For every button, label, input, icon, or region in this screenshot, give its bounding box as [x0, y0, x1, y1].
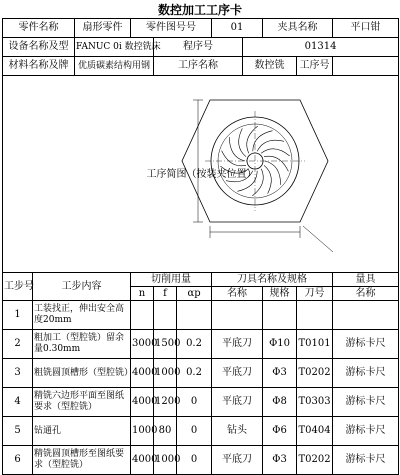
step-content: 精铣圆顶槽形至图纸要求（型腔铣） — [33, 446, 131, 475]
step-tool-spec: Φ8 — [263, 388, 297, 417]
header-row-2 — [3, 38, 399, 57]
table-row — [3, 417, 399, 446]
equipment-label: 设备名称及型 — [3, 38, 75, 57]
step-content: 钻通孔 — [33, 417, 131, 446]
fan-blade — [247, 126, 258, 153]
step-tool-no — [297, 301, 333, 330]
fan-blade — [226, 171, 253, 182]
card-title: 数控加工工序卡 — [157, 3, 242, 17]
material-label: 材料名称及牌 — [3, 57, 75, 76]
step-content: 粗加工（型腔铣）留余量0.30mm — [33, 330, 131, 359]
step-f — [154, 301, 177, 330]
step-tool-no: T0202 — [297, 359, 333, 388]
step-no: 1 — [3, 301, 33, 330]
process-name-value: 数控铣 — [243, 57, 297, 76]
step-tool-spec: Φ10 — [263, 330, 297, 359]
sketch-cell — [3, 76, 399, 273]
step-ap: 0.2 — [177, 359, 212, 388]
sketch-label: 工序简图（按装夹位置） — [146, 168, 257, 180]
step-ap: 0 — [177, 417, 212, 446]
col-ap: αp — [177, 287, 212, 301]
step-tool-name: 平底刀 — [212, 446, 263, 475]
step-tool-name: 平底刀 — [212, 388, 263, 417]
table-row — [3, 388, 399, 417]
fixture-value: 平口钳 — [333, 19, 399, 38]
fan-blade — [252, 169, 263, 196]
step-n: 4000 — [131, 359, 154, 388]
step-gauge: 游标卡尺 — [333, 446, 399, 475]
step-n: 3000 — [131, 330, 154, 359]
process-card-table — [2, 18, 399, 475]
fan-blade — [257, 140, 284, 151]
step-tool-spec — [263, 301, 297, 330]
step-tool-no: T0202 — [297, 446, 333, 475]
step-gauge: 游标卡尺 — [333, 330, 399, 359]
step-tool-no: T0404 — [297, 417, 333, 446]
step-ap: 0 — [177, 388, 212, 417]
program-label: 程序号 — [154, 38, 243, 57]
step-gauge: 游标卡尺 — [333, 359, 399, 388]
step-no: 2 — [3, 330, 33, 359]
step-tool-no: T0101 — [297, 330, 333, 359]
col-tool-no: 刀号 — [297, 287, 333, 301]
process-no-value — [333, 57, 399, 76]
fan-blade — [220, 166, 248, 173]
table-row — [3, 446, 399, 475]
part-name-value: 扇形零件 — [75, 19, 131, 38]
step-f: 1200 — [154, 388, 177, 417]
step-n: 1000 — [131, 417, 154, 446]
step-ap: 0.2 — [177, 330, 212, 359]
col-cutting: 切削用量 — [131, 273, 212, 287]
part-drawing-value: 01 — [212, 19, 263, 38]
part-name-label: 零件名称 — [3, 19, 75, 38]
step-gauge: 游标卡尺 — [333, 417, 399, 446]
leader-line — [303, 226, 333, 252]
col-gauge-name: 名称 — [333, 287, 399, 301]
program-value: 01314 — [243, 38, 399, 57]
col-tool-group: 刀具名称及规格 — [212, 273, 333, 287]
col-f: f — [154, 287, 177, 301]
step-f: 1000 — [154, 446, 177, 475]
material-value: 优质碳素结构用钢 — [75, 57, 154, 76]
step-content: 工装找正，伸出安全高度20mm — [33, 301, 131, 330]
table-row — [3, 330, 399, 359]
step-n: 4000 — [131, 446, 154, 475]
step-ap: 0 — [177, 446, 212, 475]
part-drawing-label: 零件图号号 — [131, 19, 212, 38]
step-n — [131, 301, 154, 330]
step-tool-name: 平底刀 — [212, 330, 263, 359]
fan-blade — [261, 149, 289, 156]
step-tool-spec: Φ3 — [263, 359, 297, 388]
table-row — [3, 359, 399, 388]
process-no-label: 工序号 — [297, 57, 333, 76]
col-step-no: 工步号 — [3, 273, 33, 301]
step-tool-name — [212, 301, 263, 330]
step-tool-no: T0303 — [297, 388, 333, 417]
step-no: 3 — [3, 359, 33, 388]
fan-blade — [239, 128, 246, 156]
fan-blade — [229, 137, 245, 161]
fixture-label: 夹具名称 — [263, 19, 333, 38]
table-head-row-1 — [3, 273, 399, 287]
col-tool-name: 名称 — [212, 287, 263, 301]
table-row — [3, 301, 399, 330]
step-tool-name: 钻头 — [212, 417, 263, 446]
step-n: 4000 — [131, 388, 154, 417]
header-row-1 — [3, 19, 399, 38]
col-tool-spec: 规格 — [263, 287, 297, 301]
step-f: 80 — [154, 417, 177, 446]
process-name-label: 工序名称 — [154, 57, 243, 76]
header-row-3 — [3, 57, 399, 76]
step-f: 1000 — [154, 359, 177, 388]
process-sketch-drawing — [3, 76, 399, 272]
fan-blade — [264, 165, 271, 193]
col-gauge-group: 量具 — [333, 273, 399, 287]
step-no: 5 — [3, 417, 33, 446]
step-no: 6 — [3, 446, 33, 475]
col-step-content: 工步内容 — [33, 273, 131, 301]
step-ap — [177, 301, 212, 330]
col-n: n — [131, 287, 154, 301]
step-tool-name: 平底刀 — [212, 359, 263, 388]
fan-blade — [265, 161, 281, 185]
step-gauge: 游标卡尺 — [333, 388, 399, 417]
equipment-value: FANUC 0i 数控铣床 — [75, 38, 154, 57]
step-tool-spec: Φ6 — [263, 417, 297, 446]
step-tool-spec: Φ3 — [263, 446, 297, 475]
step-f: 1500 — [154, 330, 177, 359]
step-content: 粗铣圆顶槽形（型腔铣） — [33, 359, 131, 388]
step-content: 精铣六边形平面至图纸要求（型腔铣） — [33, 388, 131, 417]
step-gauge — [333, 301, 399, 330]
sketch-row — [3, 76, 399, 273]
step-no: 4 — [3, 388, 33, 417]
